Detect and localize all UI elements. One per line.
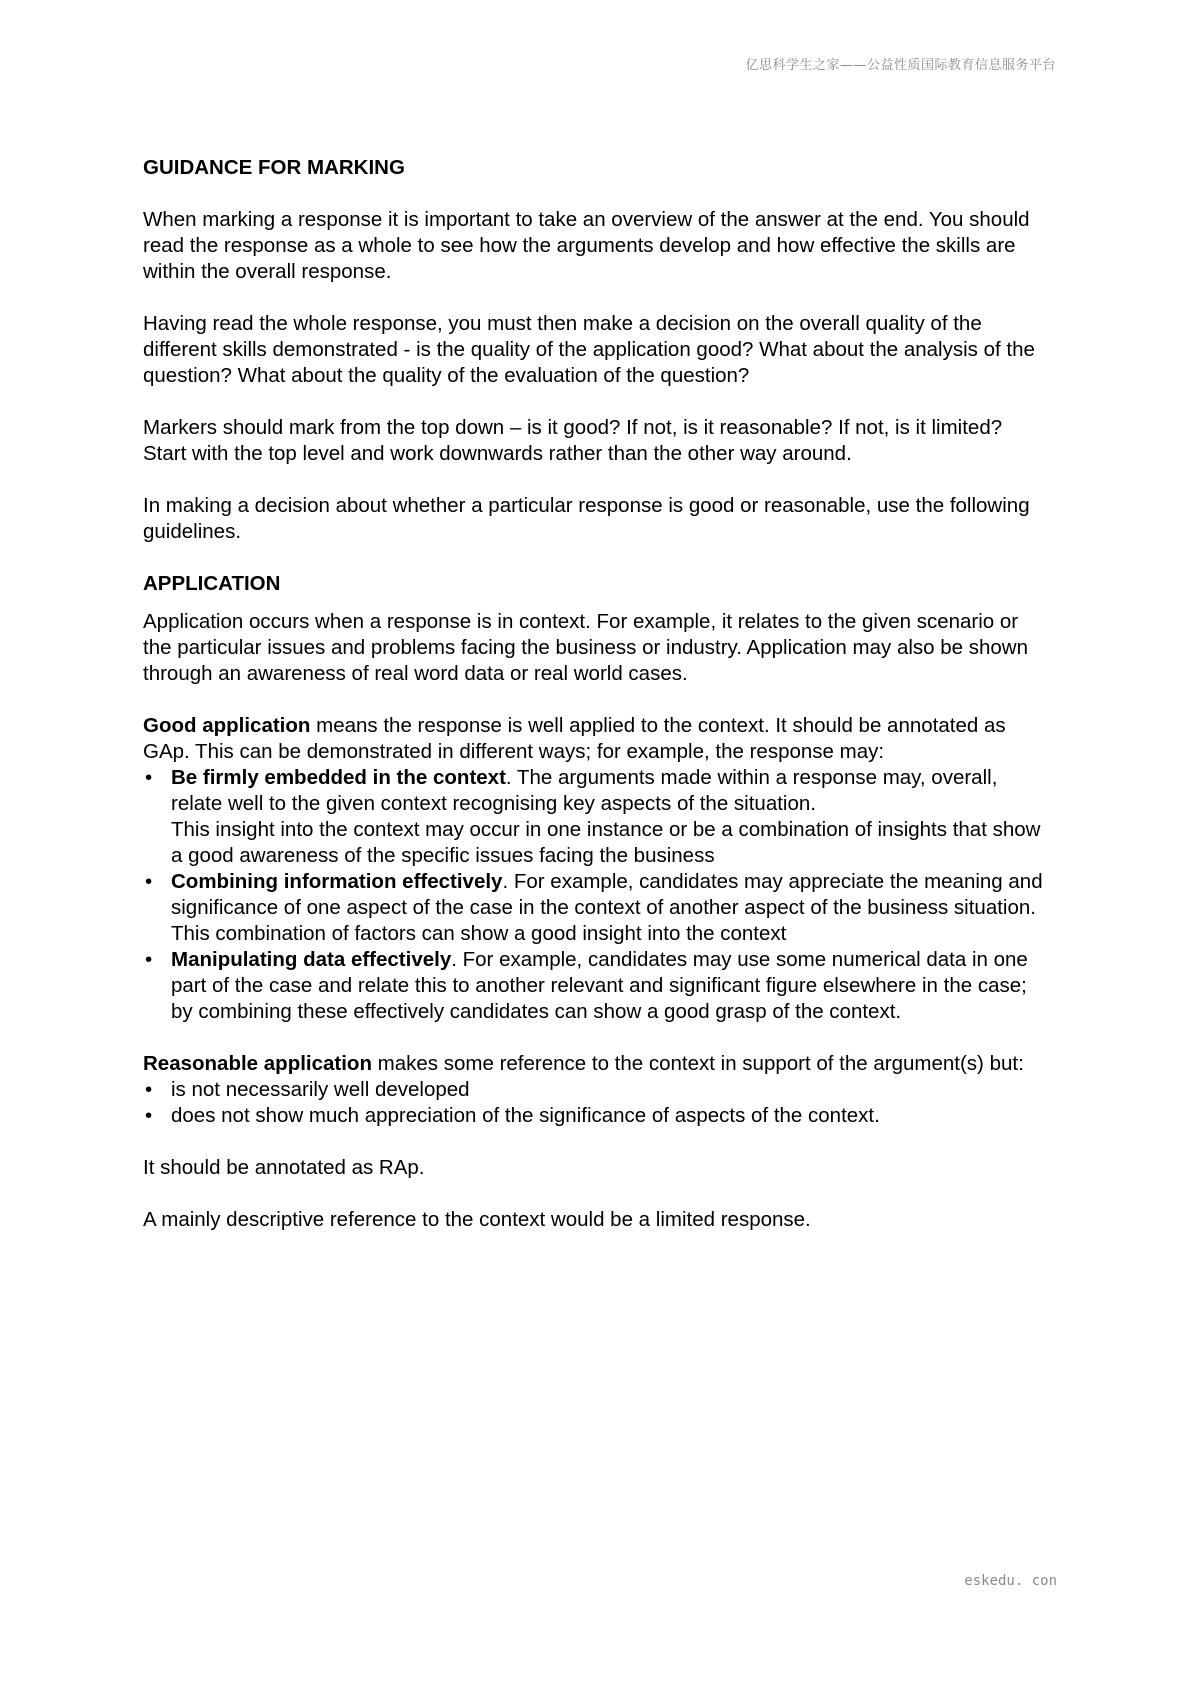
limited-response-note: A mainly descriptive reference to the context would be a limited response.	[143, 1208, 811, 1231]
bullet-term: Combining information effectively	[171, 870, 503, 893]
list-item	[143, 869, 1043, 947]
rap-annotation-note: It should be annotated as RAp.	[143, 1156, 425, 1179]
bullet-text: . For example, candidates may use some numerical data in one part of the case and relate this to another relevant and significant figure elsewhere in the case; by combining these effectively candidates can show a good grasp of the context.	[171, 948, 1028, 1023]
bullet-text: does not show much appreciation of the significance of aspects of the context.	[171, 1104, 880, 1127]
bullet-text: is not necessarily well developed	[171, 1078, 470, 1101]
bullet-text: . The arguments made within a response may, overall, relate well to the given context recognising key aspects of the situation.	[171, 766, 998, 815]
document-body	[143, 155, 1043, 1233]
guidance-paragraph-guidelines: In making a decision about whether a particular response is good or reasonable, use the following guidelines.	[143, 494, 1030, 543]
good-application-list	[143, 765, 1043, 1025]
bullet-text-continued: This insight into the context may occur in one instance or be a combination of insights that show a good awareness of the specific issues facing the business	[171, 818, 1041, 867]
reasonable-application-list	[143, 1077, 1043, 1129]
bullet-icon: •	[145, 1078, 153, 1101]
list-item	[143, 765, 1043, 869]
bullet-term: Manipulating data effectively	[171, 948, 452, 971]
bullet-term: Be firmly embedded in the context	[171, 766, 506, 789]
bullet-icon: •	[145, 1104, 153, 1127]
guidance-paragraph-decision: Having read the whole response, you must then make a decision on the overall quality of the different skills demonstrated - is the quality of the application good? What about the analysis of the question? What about the quality of the evaluation of the question?	[143, 312, 1035, 387]
list-item	[143, 1103, 1043, 1129]
good-application-description: means the response is well applied to the context. It should be annotated as GAp. This can be demonstrated in different ways; for example, the response may:	[143, 714, 1006, 763]
reasonable-application-description: makes some reference to the context in support of the argument(s) but:	[371, 1052, 1024, 1075]
reasonable-application-paragraph	[143, 1051, 1043, 1077]
guidance-heading: GUIDANCE FOR MARKING	[143, 156, 405, 179]
guidance-paragraph-overview: When marking a response it is important to take an overview of the answer at the end. You should read the response as a whole to see how the arguments develop and how effective the skills are within the overall response.	[143, 208, 1030, 283]
bullet-text: . For example, candidates may appreciate the meaning and significance of one aspect of the case in the context of another aspect of the business situation. This combination of factors can show a good insight into the context	[171, 870, 1043, 945]
guidance-paragraph-top-down: Markers should mark from the top down – is it good? If not, is it reasonable? If not, is it limited? Start with the top level and work downwards rather than the other way around.	[143, 416, 1003, 465]
good-application-term: Good application	[143, 714, 311, 737]
good-application-paragraph	[143, 713, 1043, 765]
bullet-icon: •	[145, 870, 153, 893]
application-intro: Application occurs when a response is in context. For example, it relates to the given scenario or the particular issues and problems facing the business or industry. Application may also be shown through an awareness of real word data or real world cases.	[143, 610, 1029, 685]
list-item	[143, 1077, 1043, 1103]
reasonable-application-term: Reasonable application	[143, 1052, 372, 1075]
bullet-icon: •	[145, 766, 153, 789]
application-heading: APPLICATION	[143, 572, 281, 595]
list-item	[143, 947, 1043, 1025]
bullet-icon: •	[145, 948, 153, 971]
header-site-note: 亿思科学生之家——公益性质国际教育信息服务平台	[745, 58, 1056, 73]
footer-site-url: eskedu. con	[964, 1573, 1057, 1589]
